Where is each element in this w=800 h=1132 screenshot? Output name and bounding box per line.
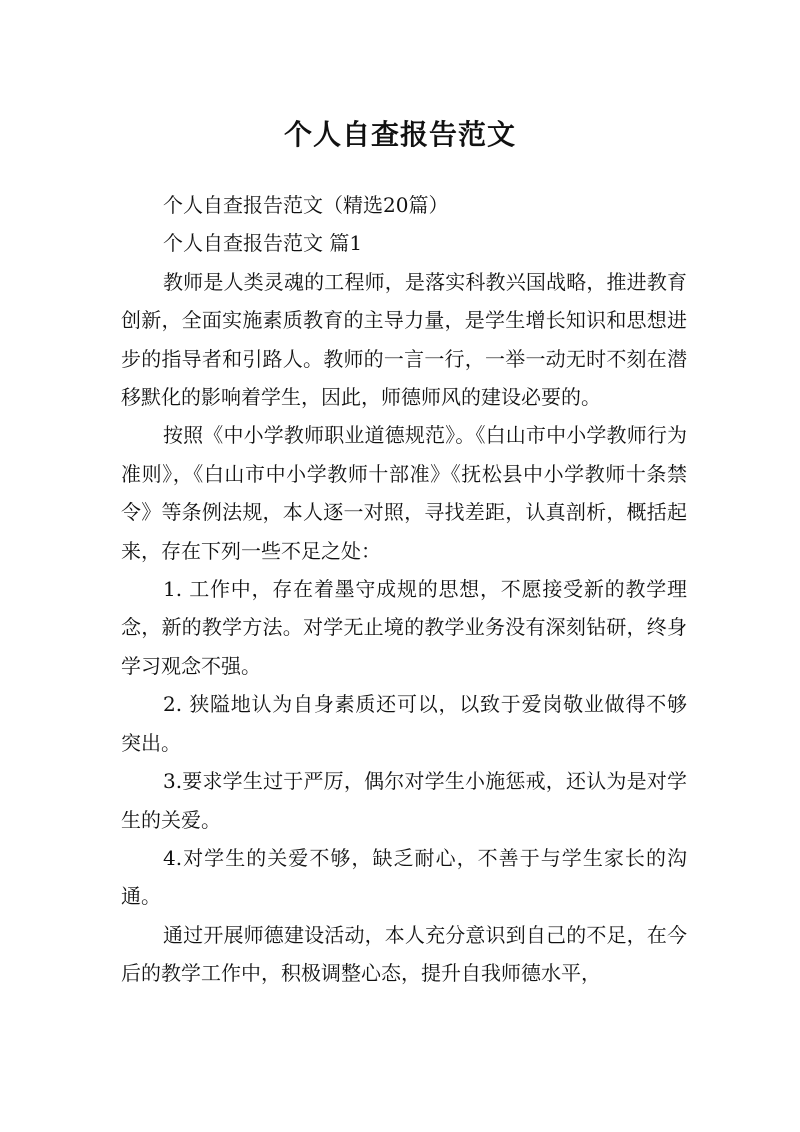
list-item: 3.要求学生过于严厉，偶尔对学生小施惩戒，还认为是对学生的关爱。 xyxy=(121,769,687,832)
body-paragraph: 教师是人类灵魂的工程师，是落实科教兴国战略，推进教育创新，全面实施素质教育的主导力量，是学生增长知识和思想进步的指导者和引路人。教师的一言一行，一举一动无时不刻在潜移默化的影响着学生，因此，师德师风的建设必要的。 xyxy=(121,269,687,410)
document-title: 个人自查报告范文 xyxy=(283,117,516,151)
list-item: 2. 狭隘地认为自身素质还可以，以致于爱岗敬业做得不够突出。 xyxy=(121,692,687,755)
document-body xyxy=(121,186,687,993)
body-paragraph: 通过开展师德建设活动，本人充分意识到自己的不足，在今后的教学工作中，积极调整心态，提升自我师德水平， xyxy=(121,922,687,986)
section-heading: 个人自查报告范文 篇1 xyxy=(163,231,363,256)
body-paragraph: 按照《中小学教师职业道德规范》。《白山市中小学教师行为准则》，《白山市中小学教师十部准》《抚松县中小学教师十条禁令》等条例法规，本人逐一对照，寻找差距，认真剖析，概括起来，存在下列一些不足之处： xyxy=(121,423,687,563)
list-item: 4.对学生的关爱不够，缺乏耐心，不善于与学生家长的沟通。 xyxy=(121,845,687,909)
subtitle-line: 个人自查报告范文（精选20篇） xyxy=(163,193,449,217)
list-item: 1. 工作中，存在着墨守成规的思想，不愿接受新的教学理念，新的教学方法。对学无止境的教学业务没有深刻钻研，终身学习观念不强。 xyxy=(121,577,687,678)
